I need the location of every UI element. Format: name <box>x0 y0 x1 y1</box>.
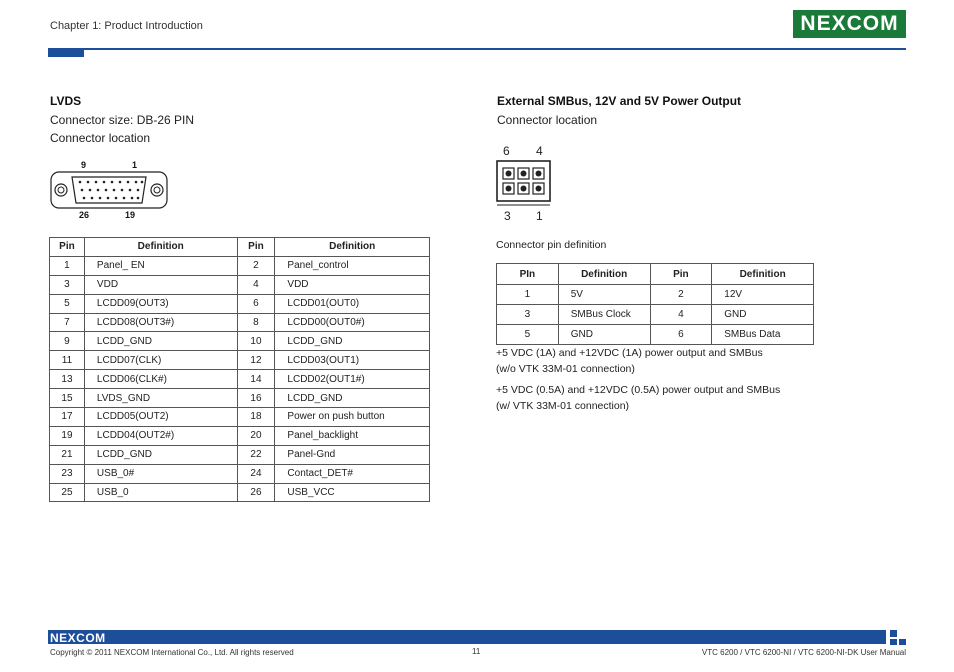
definition-cell: LCDD_GND <box>84 332 237 351</box>
col-header: Definition <box>84 238 237 257</box>
definition-cell: 5V <box>558 285 650 305</box>
definition-cell: Panel-Gnd <box>275 445 430 464</box>
pin-cell: 1 <box>50 256 85 275</box>
pin-cell: 18 <box>237 408 275 427</box>
note-2-line-2: (w/ VTK 33M-01 connection) <box>496 400 630 412</box>
definition-cell: GND <box>558 325 650 345</box>
table-row <box>50 332 430 351</box>
definition-cell: LCDD06(CLK#) <box>84 370 237 389</box>
definition-cell: VDD <box>275 275 430 294</box>
pin-cell: 10 <box>237 332 275 351</box>
lvds-title: LVDS <box>50 94 82 108</box>
definition-cell: Panel_backlight <box>275 426 430 445</box>
pin-cell: 5 <box>50 294 85 313</box>
pin-cell: 19 <box>50 426 85 445</box>
db26-label-tl: 9 <box>81 160 87 170</box>
pin-cell: 2 <box>650 285 712 305</box>
definition-cell: SMBus Data <box>712 325 814 345</box>
pin-def-caption: Connector pin definition <box>496 239 607 251</box>
nexcom-logo: NEXCOM <box>793 10 906 38</box>
pin-cell: 25 <box>50 483 85 502</box>
pin-cell: 1 <box>497 285 559 305</box>
definition-cell: LCDD_GND <box>275 389 430 408</box>
db26-label-bl: 26 <box>79 210 90 220</box>
pin-cell: 20 <box>237 426 275 445</box>
pin-cell: 24 <box>237 464 275 483</box>
pin-cell: 7 <box>50 313 85 332</box>
definition-cell: LCDD02(OUT1#) <box>275 370 430 389</box>
definition-cell: LVDS_GND <box>84 389 237 408</box>
pin-cell: 13 <box>50 370 85 389</box>
footer-square-1 <box>890 630 897 637</box>
pin-cell: 3 <box>50 275 85 294</box>
pin-cell: 3 <box>497 305 559 325</box>
lvds-size-line: Connector size: DB-26 PIN <box>50 113 195 127</box>
col-header: Pin <box>650 264 712 285</box>
power-label-tl: 6 <box>503 144 510 158</box>
footer-nexcom-logo: NEXCOM <box>50 631 106 645</box>
pin-cell: 2 <box>237 256 275 275</box>
definition-cell: USB_VCC <box>275 483 430 502</box>
pin-cell: 4 <box>237 275 275 294</box>
col-header: Pin <box>237 238 275 257</box>
definition-cell: LCDD04(OUT2#) <box>84 426 237 445</box>
db26-connector-icon <box>50 170 170 210</box>
table-row <box>50 483 430 502</box>
note-2-line-1: +5 VDC (0.5A) and +12VDC (0.5A) power output and SMBus <box>496 384 781 396</box>
header-rule <box>48 48 906 50</box>
smbus-title: External SMBus, 12V and 5V Power Output <box>497 94 742 108</box>
table-row <box>50 256 430 275</box>
table-row <box>50 445 430 464</box>
pin-cell: 26 <box>237 483 275 502</box>
pin-cell: 12 <box>237 351 275 370</box>
footer-square-2 <box>890 639 897 645</box>
smbus-pin-table <box>496 263 814 345</box>
table-row <box>497 285 814 305</box>
definition-cell: LCDD01(OUT0) <box>275 294 430 313</box>
table-row <box>50 294 430 313</box>
pin-cell: 23 <box>50 464 85 483</box>
pin-cell: 16 <box>237 389 275 408</box>
table-row <box>50 370 430 389</box>
header-tab <box>48 48 84 57</box>
definition-cell: LCDD07(CLK) <box>84 351 237 370</box>
note-2 <box>496 382 780 414</box>
pin-cell: 22 <box>237 445 275 464</box>
table-row <box>50 275 430 294</box>
table-row <box>50 389 430 408</box>
power-label-br: 1 <box>536 209 543 223</box>
definition-cell: LCDD_GND <box>84 445 237 464</box>
pin-cell: 17 <box>50 408 85 427</box>
pin-cell: 4 <box>650 305 712 325</box>
definition-cell: Panel_control <box>275 256 430 275</box>
pin-cell: 8 <box>237 313 275 332</box>
pin-cell: 5 <box>497 325 559 345</box>
smbus-location-line: Connector location <box>497 113 598 127</box>
table-row <box>497 325 814 345</box>
definition-cell: Contact_DET# <box>275 464 430 483</box>
table-row <box>497 305 814 325</box>
footer-square-3 <box>899 639 906 645</box>
lvds-location-line: Connector location <box>50 131 151 145</box>
pin-cell: 14 <box>237 370 275 389</box>
chapter-title: Chapter 1: Product Introduction <box>50 20 203 32</box>
table-row <box>50 408 430 427</box>
footer-bar <box>48 630 886 644</box>
pin-cell: 6 <box>650 325 712 345</box>
footer-manual-title: VTC 6200 / VTC 6200-NI / VTC 6200-NI-DK User Manual <box>701 648 906 657</box>
col-header: Definition <box>275 238 430 257</box>
definition-cell: VDD <box>84 275 237 294</box>
definition-cell: LCDD05(OUT2) <box>84 408 237 427</box>
footer-copyright: Copyright © 2011 NEXCOM International Co., Ltd. All rights reserved <box>50 648 294 657</box>
db26-label-tr: 1 <box>132 160 138 170</box>
table-row <box>50 351 430 370</box>
table-row <box>50 313 430 332</box>
col-header: Definition <box>712 264 814 285</box>
power-label-tr: 4 <box>536 144 543 158</box>
note-1-line-1: +5 VDC (1A) and +12VDC (1A) power output and SMBus <box>496 347 763 359</box>
definition-cell: LCDD08(OUT3#) <box>84 313 237 332</box>
definition-cell: Power on push button <box>275 408 430 427</box>
db26-label-br: 19 <box>125 210 136 220</box>
power-label-bl: 3 <box>504 209 511 223</box>
table-header-row <box>50 238 430 257</box>
definition-cell: USB_0# <box>84 464 237 483</box>
pin-cell: 15 <box>50 389 85 408</box>
definition-cell: USB_0 <box>84 483 237 502</box>
lvds-pin-table <box>49 237 430 502</box>
note-1-line-2: (w/o VTK 33M-01 connection) <box>496 363 635 375</box>
definition-cell: SMBus Clock <box>558 305 650 325</box>
power-connector-icon <box>496 160 552 208</box>
pin-cell: 6 <box>237 294 275 313</box>
definition-cell: LCDD_GND <box>275 332 430 351</box>
pin-cell: 21 <box>50 445 85 464</box>
pin-cell: 9 <box>50 332 85 351</box>
definition-cell: LCDD00(OUT0#) <box>275 313 430 332</box>
definition-cell: LCDD09(OUT3) <box>84 294 237 313</box>
definition-cell: GND <box>712 305 814 325</box>
table-row <box>50 426 430 445</box>
col-header: PIn <box>497 264 559 285</box>
table-header-row <box>497 264 814 285</box>
pin-cell: 11 <box>50 351 85 370</box>
definition-cell: LCDD03(OUT1) <box>275 351 430 370</box>
note-1 <box>496 345 763 377</box>
col-header: Definition <box>558 264 650 285</box>
definition-cell: 12V <box>712 285 814 305</box>
page-number: 11 <box>472 647 481 656</box>
definition-cell: Panel_ EN <box>84 256 237 275</box>
col-header: Pin <box>50 238 85 257</box>
table-row <box>50 464 430 483</box>
